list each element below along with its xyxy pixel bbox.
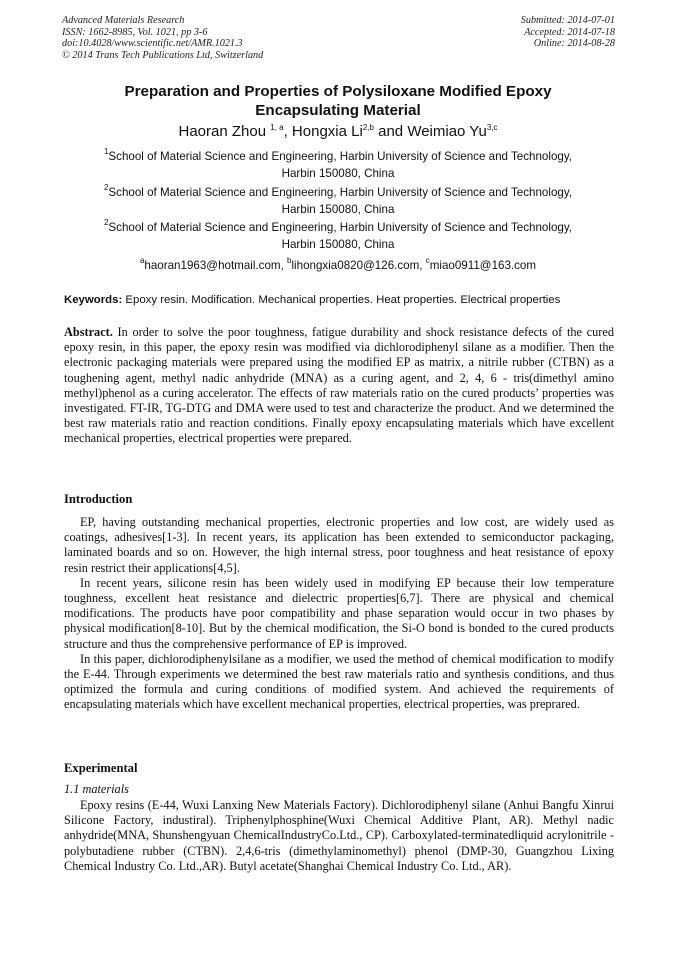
- keywords: [64, 293, 616, 308]
- affiliation-sup: 2: [103, 183, 109, 192]
- abstract: [64, 325, 614, 447]
- affiliation-line-2: Harbin 150080, China: [281, 238, 395, 251]
- submission-dates: [521, 15, 615, 50]
- affiliation-line-1: School of Material Science and Engineering, Harbin University of Science and Technology,: [108, 150, 573, 163]
- introduction-body: [64, 515, 614, 713]
- paragraph: In recent years, silicone resin has been widely used in modifying EP because their low temperature toughness, excellent heat resistance and dielectric properties[6,7]. There are physical and chemical modifications. The products have poor compatibility and phase separation would occur in two phases by physical modification[8-10]. But by the chemical modification, the Si-O bond is bonded to the cured products structure and thus the comprehensive performance of EP is improved.: [64, 575, 614, 651]
- paper-title: [62, 82, 614, 120]
- journal-name: Advanced Materials Research: [62, 15, 185, 26]
- author-name: Weimiao Yu: [407, 123, 487, 140]
- author-emails: [62, 258, 614, 273]
- affiliation: [62, 219, 614, 253]
- keywords-label: Keywords:: [64, 294, 123, 306]
- affiliation: [62, 148, 614, 182]
- author-sup: 2,b: [362, 123, 374, 132]
- email-sup: c: [425, 256, 430, 265]
- email-sep: ,: [419, 259, 426, 272]
- affiliation-sup: 2: [103, 218, 109, 227]
- author-sep: and: [373, 123, 408, 140]
- author-sep: ,: [283, 123, 292, 140]
- email-address: lihongxia0820@126.com: [291, 259, 420, 272]
- author-sup: 3,c: [486, 123, 498, 132]
- author-sup: 1, a: [270, 123, 284, 132]
- affiliation-line-2: Harbin 150080, China: [281, 167, 395, 180]
- journal-info: [62, 15, 263, 61]
- author-list: [62, 123, 614, 141]
- paragraph: EP, having outstanding mechanical properties, electronic properties and low cost, are widely used as coatings, adhesives[1-3]. In recent years, its application has been extended to semiconductor packaging, laminated boards and so on. However, the high internal stress, poor toughness and heat resistance of epoxy resin restrict their applications[4,5].: [64, 515, 614, 575]
- email-address: haoran1963@hotmail.com: [144, 259, 281, 272]
- abstract-text: In order to solve the poor toughness, fatigue durability and shock resistance defects of the cured epoxy resin, in this paper, the epoxy resin was modified via dichlorodiphenyl silane as a modifier. Then the electronic packaging materials were prepared using the modified EP as matrix, a nitrile rubber (CTBN) as a toughening agent, methyl nadic anhydride (MNA) as a curing agent, and 2, 4, 6 - tris(dimethyl amino methyl)phenol as a curing accelerator. The effects of raw materials ratio on the cured products’ properties was investigated. FT-IR, TG-DTG and DMA were used to test and characterize the product. And we determined the best raw materials ratio and reaction conditions. Finally epoxy encapsulating materials which have excellent mechanical properties, electrical properties were prepared.: [64, 325, 614, 446]
- issn-line: ISSN: 1662-8985, Vol. 1021, pp 3-6: [62, 26, 208, 38]
- section-heading-experimental: Experimental: [64, 761, 138, 775]
- title-line-2: Encapsulating Material: [255, 102, 421, 119]
- materials-body: [64, 798, 614, 874]
- section-heading-introduction: Introduction: [64, 492, 133, 506]
- affiliation-line-1: School of Material Science and Engineering, Harbin University of Science and Technology,: [108, 221, 573, 234]
- author-name: Haoran Zhou: [178, 123, 271, 140]
- copyright-line: © 2014 Trans Tech Publications Ltd, Switzerland: [62, 49, 264, 61]
- author-name: Hongxia Li: [291, 123, 363, 140]
- online-date: Online: 2014-08-28: [533, 38, 615, 50]
- submitted-date: Submitted: 2014-07-01: [520, 15, 615, 26]
- abstract-label: Abstract.: [64, 325, 113, 339]
- email-sep: ,: [280, 259, 288, 272]
- affiliation: [62, 184, 614, 218]
- email-sup: a: [139, 256, 145, 265]
- subsection-heading-materials: 1.1 materials: [64, 782, 129, 796]
- email-sup: b: [287, 256, 292, 265]
- doi-line: doi:10.4028/www.scientific.net/AMR.1021.3: [62, 38, 243, 50]
- affiliation-sup: 1: [103, 147, 109, 156]
- affiliation-line-2: Harbin 150080, China: [281, 203, 395, 216]
- paragraph: Epoxy resins (E-44, Wuxi Lanxing New Materials Factory). Dichlorodiphenyl silane (Anhui Bangfu Xinrui Silicone Factory, industiral). Triphenylphosphine(Wuxi Chemical Additive Plant, AR). Methyl nadic anhydride(MNA, Shunshengyuan ChemicalIndustryCo.Ltd., CP). Carboxylated-terminatedliquid acrylonitrile -polybutadiene rubber (CTBN). 2,4,6-tris (dimethylaminomethyl) phenol (DMP-30, Guangzhou Lixing Chemical Industry Co. Ltd.,AR). Butyl acetate(Shanghai Chemical Industry Co. Ltd., AR).: [64, 798, 614, 873]
- email-address: miao0911@163.com: [429, 259, 537, 272]
- title-line-1: Preparation and Properties of Polysiloxane Modified Epoxy: [124, 83, 552, 100]
- accepted-date: Accepted: 2014-07-18: [524, 26, 615, 38]
- affiliation-line-1: School of Material Science and Engineering, Harbin University of Science and Technology,: [108, 186, 573, 199]
- keywords-text: Epoxy resin. Modification. Mechanical properties. Heat properties. Electrical properties: [122, 294, 561, 306]
- paragraph: In this paper, dichlorodiphenylsilane as a modifier, we used the method of chemical modification to modify the E-44. Through experiments we determined the best raw materials ratio and synthesis conditions, and thus optimized the formula and curing conditions of modified system. And achieved the requirements of encapsulating materials which have excellent mechanical properties, electrical properties, was preprared.: [64, 651, 614, 712]
